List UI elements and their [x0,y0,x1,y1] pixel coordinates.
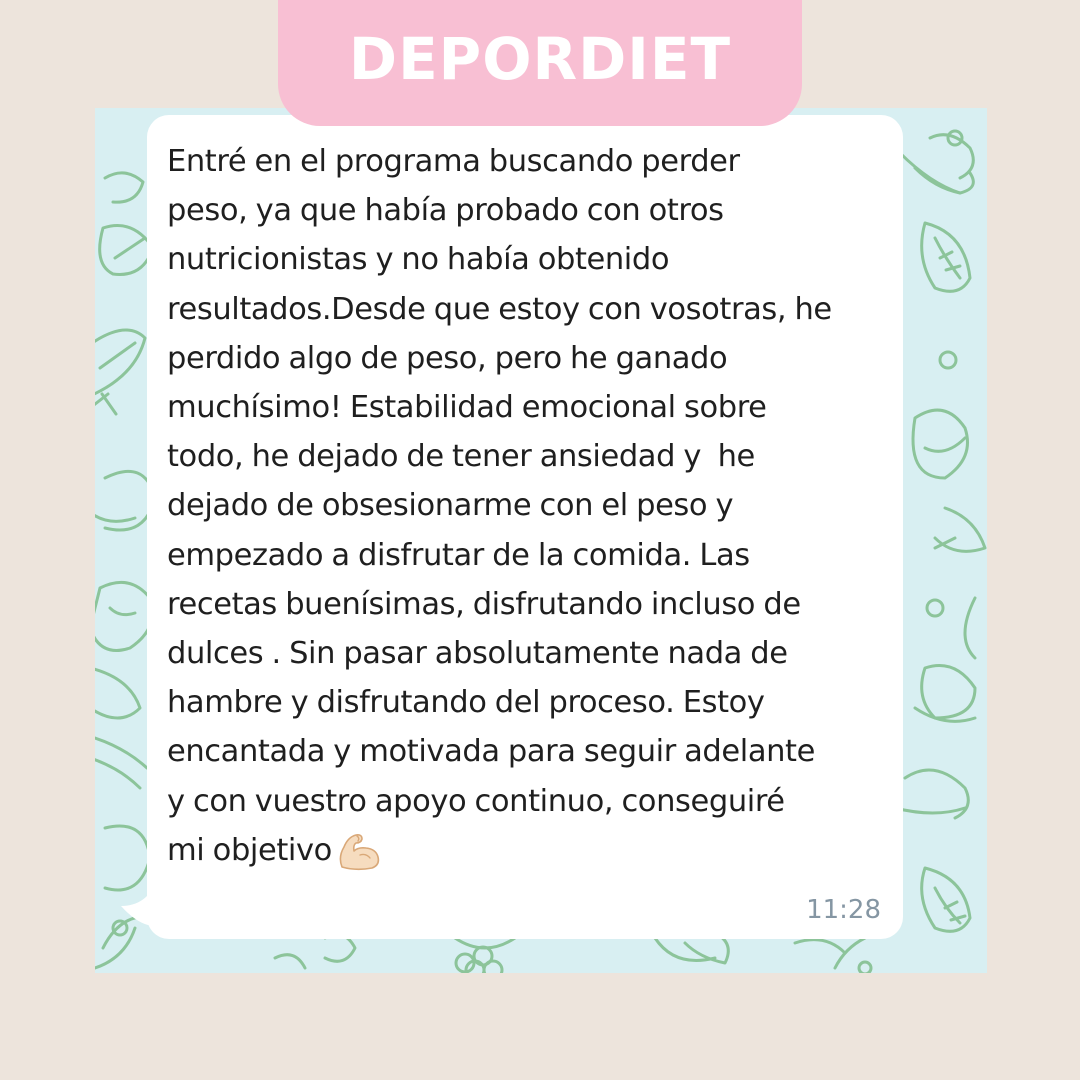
message-line: Entré en el programa buscando perder [167,144,740,179]
brand-name: DEPORDIET [348,25,732,93]
message-line: dejado de obsesionarme con el peso y [167,488,734,524]
message-line: muchísimo! Estabilidad emocional sobre [167,390,767,426]
message-line: todo, he dejado de tener ansiedad y he [167,439,755,475]
message-line: mi objetivo [167,832,332,868]
message-timestamp: 11:28 [806,895,881,925]
message-line: y con vuestro apoyo continuo, conseguiré [167,783,785,819]
message-text [167,137,885,875]
message-line: hambre y disfrutando del proceso. Estoy [167,685,765,721]
message-line: peso, ya que había probado con otros [167,193,724,229]
message-line: resultados.Desde que estoy con vosotras, he [167,291,832,327]
message-line: encantada y motivada para seguir adelante [167,734,815,770]
message-bubble [147,115,903,939]
message-line: nutricionistas y no había obtenido [167,242,670,278]
message-line: empezado a disfrutar de la comida. Las [167,537,750,573]
brand-tab [278,0,802,126]
message-line: dulces . Sin pasar absolutamente nada de [167,636,788,672]
flexed-biceps-icon [336,831,382,871]
message-line: recetas buenísimas, disfrutando incluso de [167,586,801,622]
message-line: perdido algo de peso, pero he ganado [167,340,728,376]
